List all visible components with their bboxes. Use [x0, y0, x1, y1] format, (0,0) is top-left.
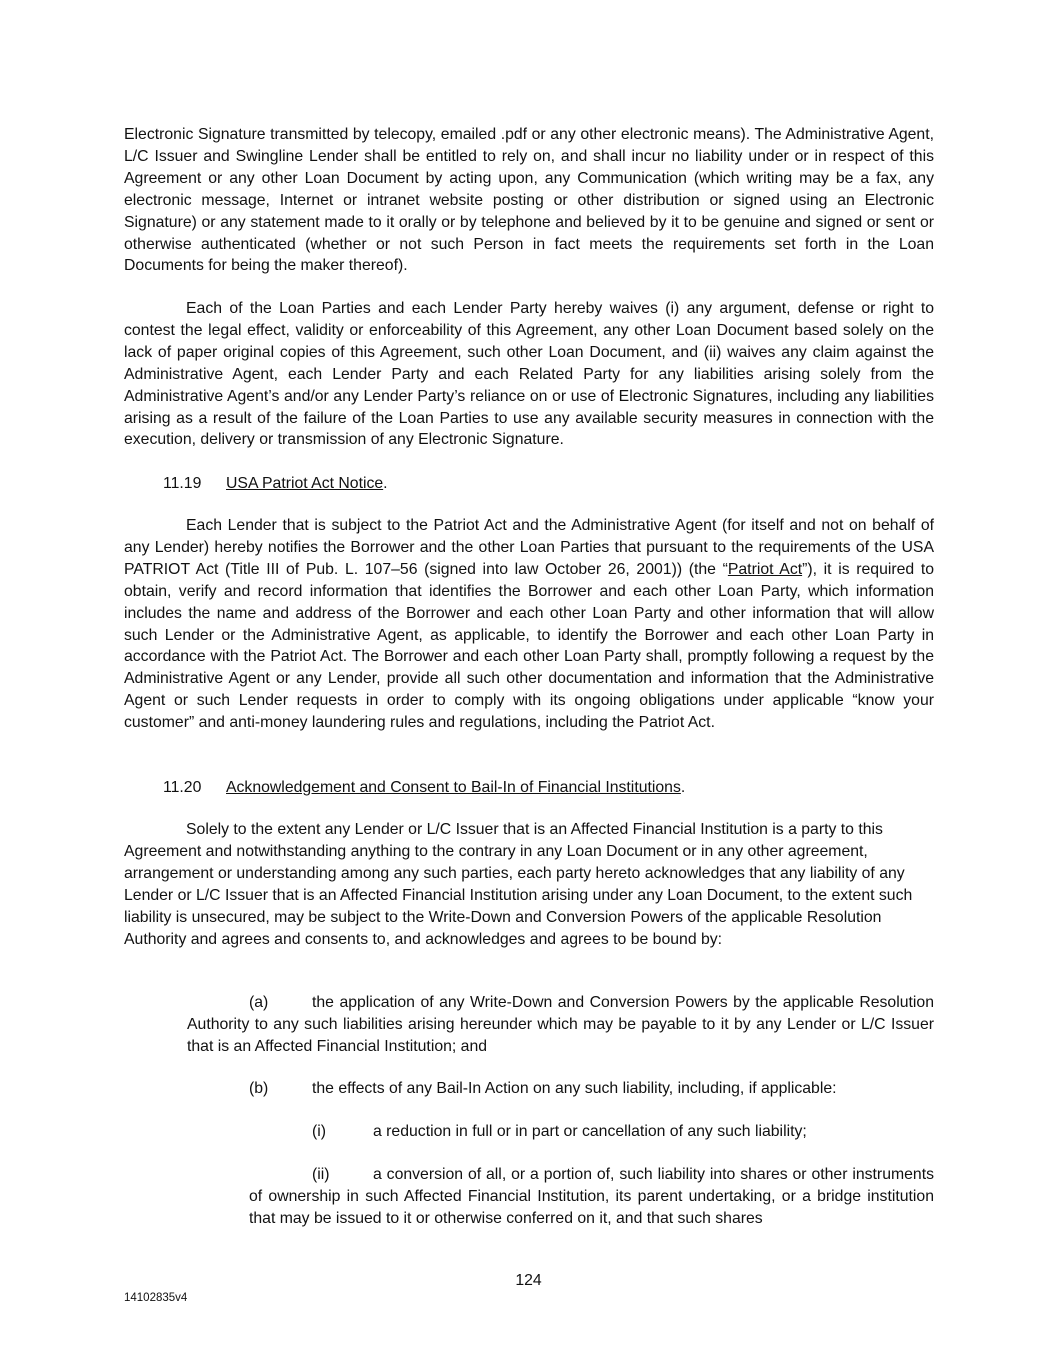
clause-b: [249, 1078, 934, 1100]
clause-label: (b): [249, 1080, 269, 1097]
page-number: 124: [515, 1272, 542, 1289]
patriot-text-after: ”), it is required to obtain, verify and record information that identifies the Borrower and each other Loan Party, which information includes the name and address of the Borrower and each other Loan Party and other information that will allow such Lender or the Administrative Agent, as applicable, to identify the Borrower and each other Loan Party in accordance with the Patriot Act. The Borrower and each other Loan Party shall, promptly following a request by the Administrative Agent or any Lender, provide all such other documentation and information that the Administrative Agent or such Lender requests in order to comply with its ongoing obligations under applicable “know your customer” and anti-money laundering rules and regulations, including the Patriot Act.: [124, 560, 935, 732]
clause-label: (i): [312, 1123, 327, 1140]
clause-label: (a): [249, 994, 269, 1011]
clause-a: [187, 992, 934, 1058]
section-heading-11-20: [163, 777, 685, 799]
section-title-period: .: [680, 779, 686, 796]
clause-label: (ii): [312, 1166, 330, 1183]
clause-ii: [249, 1164, 934, 1230]
patriot-text-before: Each Lender that is subject to the Patriot Act and the Administrative Agent (for itself and not on behalf of any Lender) hereby notifies the Borrower and the other Loan Parties that pursuant to the requirements of the USA PATRIOT Act (Title III of Pub. L. 107–56 (signed into law October 26, 2001)) (the “: [124, 517, 934, 578]
section-number: 11.20: [163, 779, 202, 796]
clause-text: the effects of any Bail-In Action on any such liability, including, if applicable:: [312, 1080, 837, 1097]
clause-text: a conversion of all, or a portion of, such liability into shares or other instruments of ownership in such Affected Financial Institution, its parent undertaking, or a bridge institution that may be issued to it or otherwise conferred on it, and that such shares: [249, 1166, 934, 1227]
clause-text: the application of any Write-Down and Conversion Powers by the applicable Resolution Authority to any such liabilities arising hereunder which may be payable to it by any Lender or L/C Issuer that is an Affected Financial Institution; and: [187, 994, 934, 1055]
section-heading-11-19: [163, 473, 388, 495]
clause-text: a reduction in full or in part or cancellation of any such liability;: [373, 1123, 807, 1140]
section-title: Acknowledgement and Consent to Bail-In of Financial Institutions: [226, 779, 681, 796]
section-title: USA Patriot Act Notice: [226, 475, 384, 492]
section-number: 11.19: [163, 475, 202, 492]
defined-term-patriot-act: Patriot Act: [727, 560, 803, 578]
document-id: 14102835v4: [124, 1292, 188, 1304]
paragraph-waiver: Each of the Loan Parties and each Lender Party hereby waives (i) any argument, defense or right to contest the legal effect, validity or enforceability of this Agreement, any other Loan Document based solely on the lack of paper original copies of this Agreement, such other Loan Document, and (ii) waives any claim against the Administrative Agent, each Lender Party and each Related Party for any liabilities arising solely from the Administrative Agent’s and/or any Lender Party’s reliance on or use of Electronic Signatures, including any liabilities arising as a result of the failure of the Loan Parties to use any available security measures in connection with the execution, delivery or transmission of any Electronic Signature.: [124, 300, 934, 449]
paragraph-bail-in-acknowledgement: Solely to the extent any Lender or L/C Issuer that is an Affected Financial Institution is a party to this Agreement and notwithstanding anything to the contrary in any Loan Document or in any other agreement, arrangement or understanding among any such parties, each party hereto acknowledges that any liability of any Lender or L/C Issuer that is an Affected Financial Institution arising under any Loan Document, to the extent such liability is unsecured, may be subject to the Write-Down and Conversion Powers of the applicable Resolution Authority and agrees and consents to, and acknowledges and agrees to be bound by:: [124, 821, 913, 948]
paragraph-patriot-act: [124, 515, 934, 734]
section-title-period: .: [383, 475, 388, 492]
paragraph-electronic-signature-continued: Electronic Signature transmitted by telecopy, emailed .pdf or any other electronic means). The Administrative Agent, L/C Issuer and Swingline Lender shall be entitled to rely on, and shall incur no liability under or in respect of this Agreement or any other Loan Document by acting upon, any Communication (which writing may be a fax, any electronic message, Internet or intranet website posting or other distribution or signed using an Electronic Signature) or any statement made to it orally or by telephone and believed by it to be genuine and signed or sent or otherwise authenticated (whether or not such Person in fact meets the requirements set forth in the Loan Documents for being the maker thereof).: [124, 126, 934, 275]
clause-i: [312, 1121, 934, 1143]
